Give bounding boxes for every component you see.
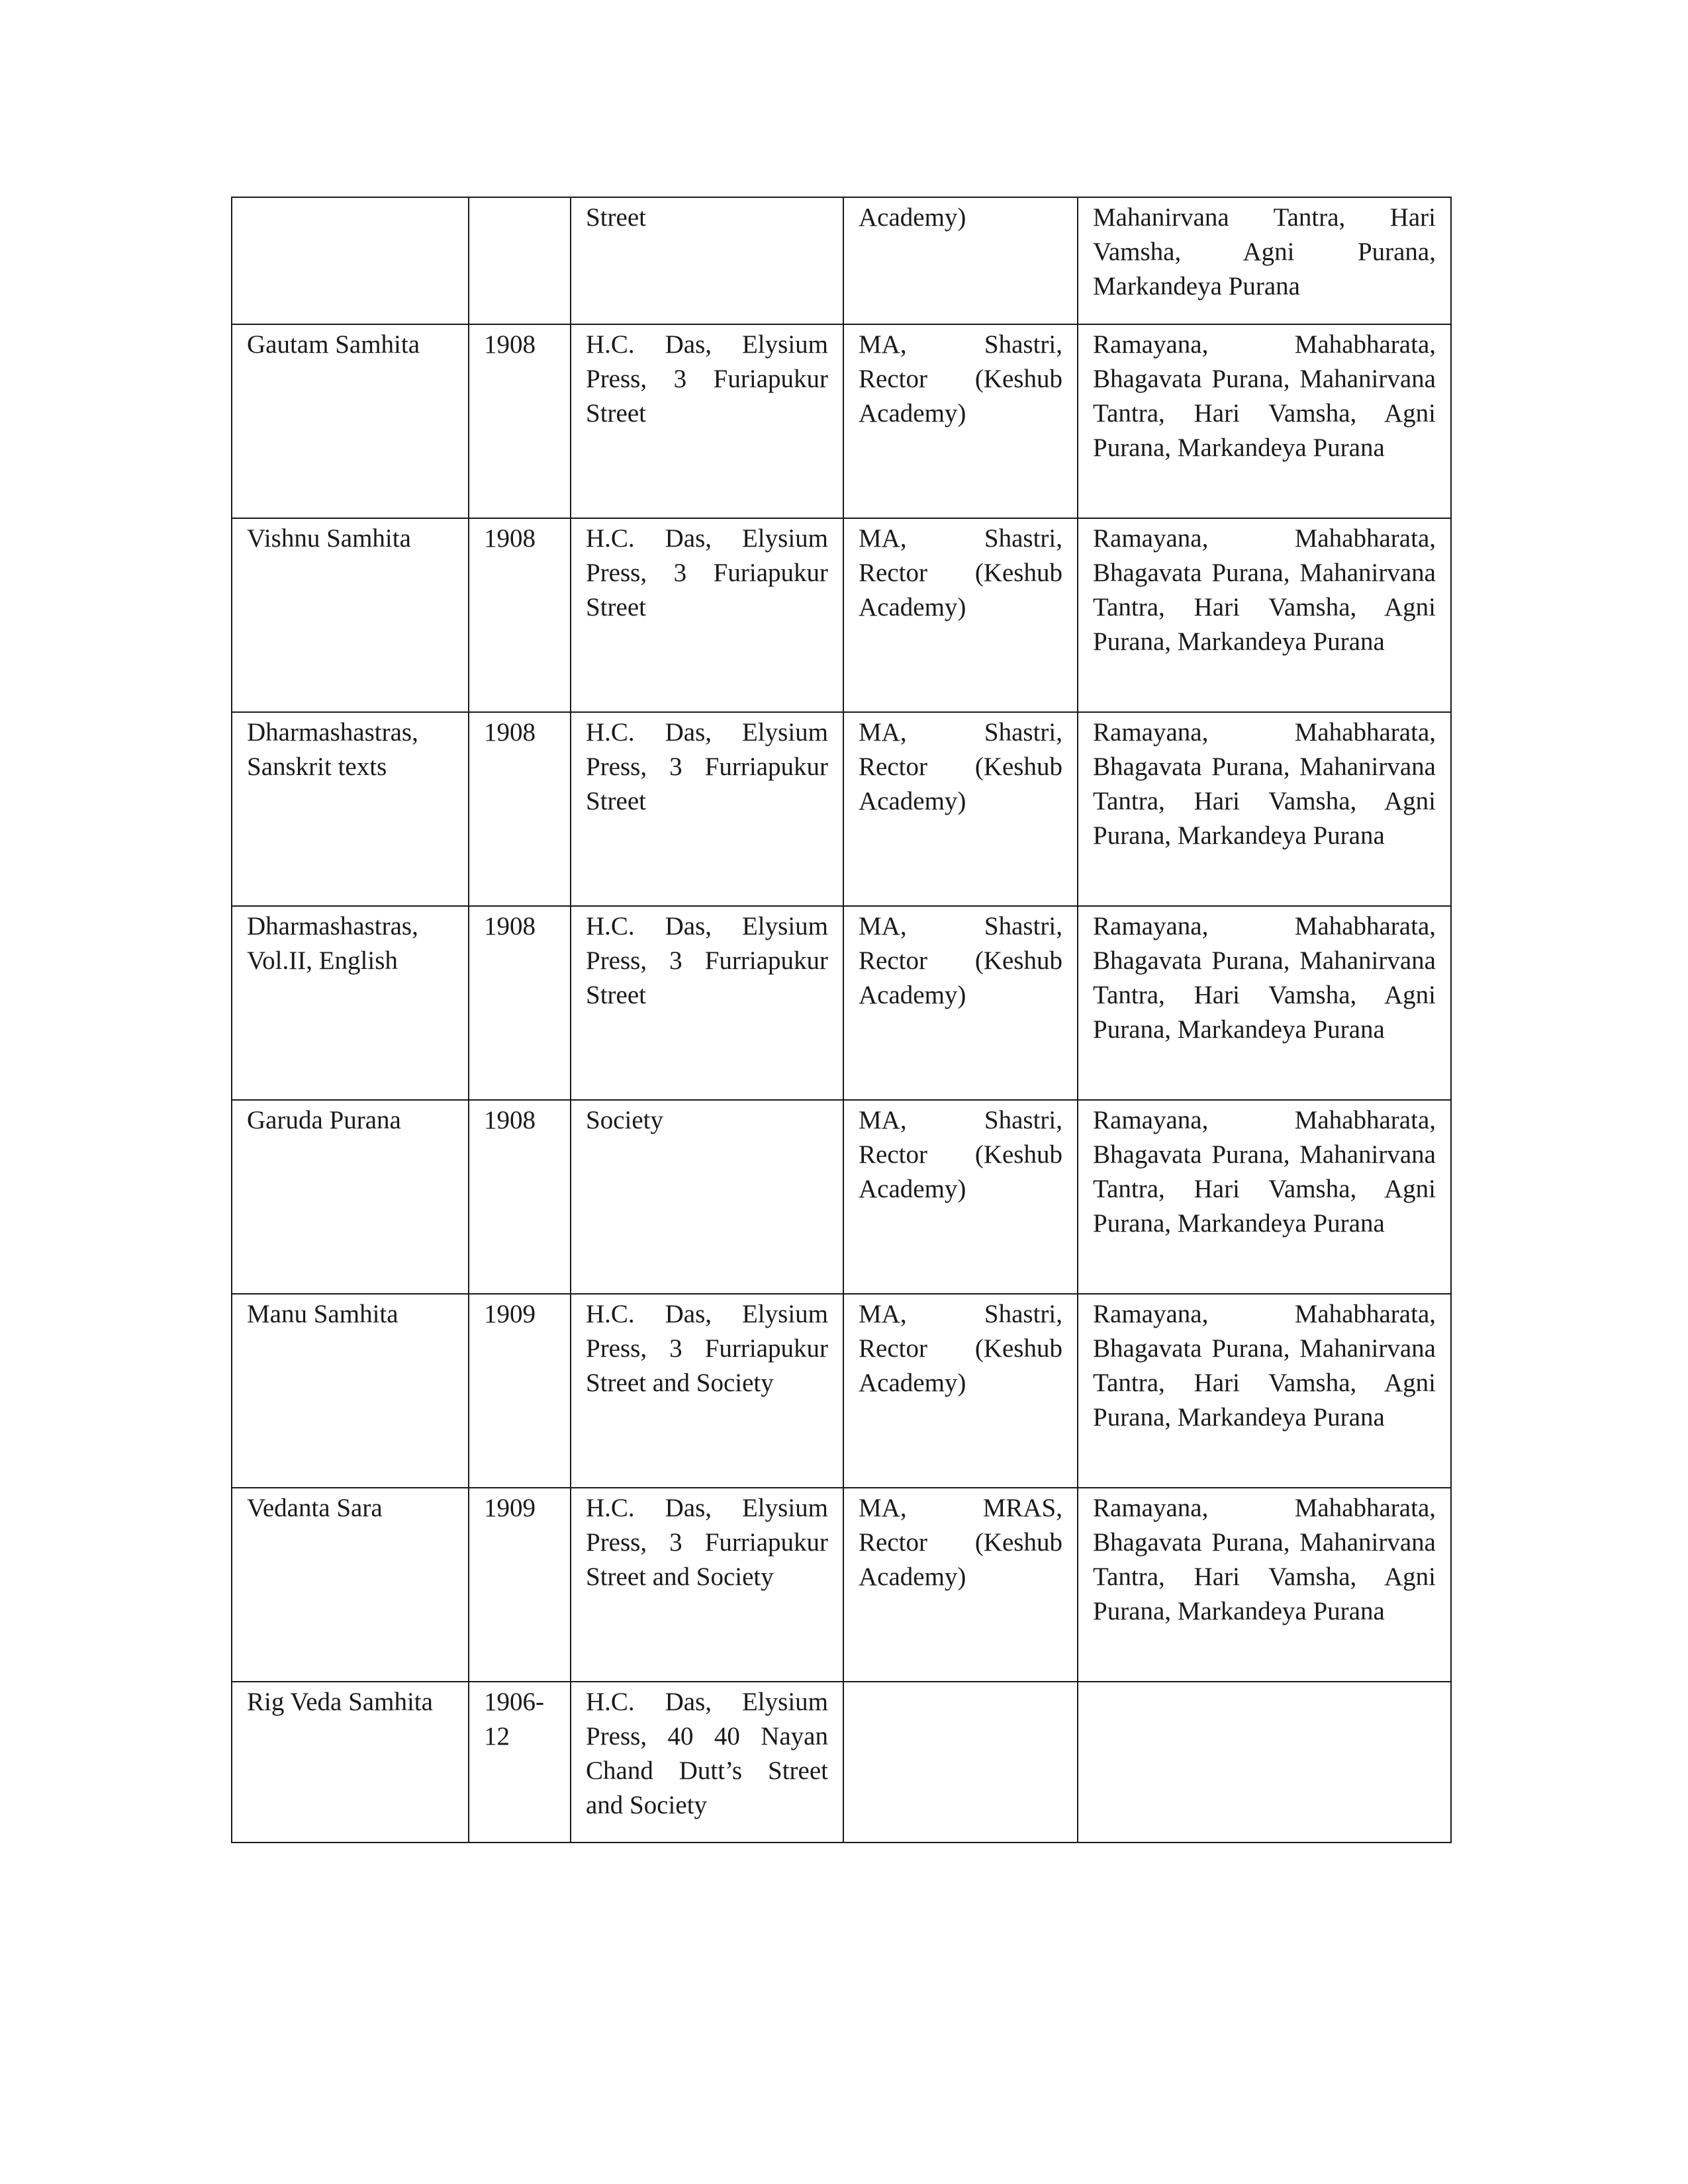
title-cell: Vedanta Sara — [232, 1488, 469, 1682]
translator-cell: MA, Shastri, Rector (Keshub Academy) — [843, 1100, 1078, 1294]
year-cell — [469, 197, 571, 324]
table-row — [232, 712, 1451, 906]
other-works-cell: Ramayana, Mahabharata, Bhagavata Purana, Mahanirvana Tantra, Hari Vamsha, Agni Purana, Markandeya Purana — [1078, 906, 1451, 1100]
translator-cell: MA, Shastri, Rector (Keshub Academy) — [843, 906, 1078, 1100]
table-row — [232, 1100, 1451, 1294]
other-works-cell — [1078, 1682, 1451, 1843]
title-cell: Dharmashastras, Sanskrit texts — [232, 712, 469, 906]
title-cell: Manu Samhita — [232, 1294, 469, 1488]
publisher-cell: H.C. Das, Elysium Press, 3 Furriapukur Street and Society — [571, 1488, 843, 1682]
publisher-cell: Society — [571, 1100, 843, 1294]
year-cell: 1908 — [469, 1100, 571, 1294]
table-row — [232, 1682, 1451, 1843]
year-cell: 1906-12 — [469, 1682, 571, 1843]
title-cell: Vishnu Samhita — [232, 518, 469, 712]
translator-cell: MA, Shastri, Rector (Keshub Academy) — [843, 324, 1078, 518]
other-works-cell: Ramayana, Mahabharata, Bhagavata Purana, Mahanirvana Tantra, Hari Vamsha, Agni Purana, Markandeya Purana — [1078, 712, 1451, 906]
publisher-cell: H.C. Das, Elysium Press, 3 Furiapukur Street — [571, 324, 843, 518]
translator-cell: MA, Shastri, Rector (Keshub Academy) — [843, 518, 1078, 712]
publisher-cell: H.C. Das, Elysium Press, 3 Furiapukur Street — [571, 518, 843, 712]
other-works-cell: Ramayana, Mahabharata, Bhagavata Purana, Mahanirvana Tantra, Hari Vamsha, Agni Purana, Markandeya Purana — [1078, 1100, 1451, 1294]
title-cell: Dharmashastras, Vol.II, English — [232, 906, 469, 1100]
year-cell: 1909 — [469, 1488, 571, 1682]
other-works-cell: Mahanirvana Tantra, Hari Vamsha, Agni Purana, Markandeya Purana — [1078, 197, 1451, 324]
translator-cell: Academy) — [843, 197, 1078, 324]
other-works-cell: Ramayana, Mahabharata, Bhagavata Purana, Mahanirvana Tantra, Hari Vamsha, Agni Purana, Markandeya Purana — [1078, 518, 1451, 712]
table-row — [232, 1488, 1451, 1682]
publisher-cell: H.C. Das, Elysium Press, 3 Furriapukur Street — [571, 906, 843, 1100]
table-row — [232, 906, 1451, 1100]
translator-cell: MA, Shastri, Rector (Keshub Academy) — [843, 712, 1078, 906]
year-cell: 1908 — [469, 518, 571, 712]
year-cell: 1908 — [469, 906, 571, 1100]
year-cell: 1908 — [469, 324, 571, 518]
publisher-cell: Street — [571, 197, 843, 324]
table-row — [232, 324, 1451, 518]
title-cell: Garuda Purana — [232, 1100, 469, 1294]
publications-table — [231, 197, 1452, 1843]
publisher-cell: H.C. Das, Elysium Press, 40 40 Nayan Chand Dutt’s Street and Society — [571, 1682, 843, 1843]
other-works-cell: Ramayana, Mahabharata, Bhagavata Purana, Mahanirvana Tantra, Hari Vamsha, Agni Purana, Markandeya Purana — [1078, 324, 1451, 518]
translator-cell: MA, MRAS, Rector (Keshub Academy) — [843, 1488, 1078, 1682]
title-cell — [232, 197, 469, 324]
table-row — [232, 518, 1451, 712]
table-row — [232, 197, 1451, 324]
translator-cell: MA, Shastri, Rector (Keshub Academy) — [843, 1294, 1078, 1488]
translator-cell — [843, 1682, 1078, 1843]
table-row — [232, 1294, 1451, 1488]
title-cell: Rig Veda Samhita — [232, 1682, 469, 1843]
publisher-cell: H.C. Das, Elysium Press, 3 Furriapukur Street and Society — [571, 1294, 843, 1488]
other-works-cell: Ramayana, Mahabharata, Bhagavata Purana, Mahanirvana Tantra, Hari Vamsha, Agni Purana, Markandeya Purana — [1078, 1488, 1451, 1682]
title-cell: Gautam Samhita — [232, 324, 469, 518]
other-works-cell: Ramayana, Mahabharata, Bhagavata Purana, Mahanirvana Tantra, Hari Vamsha, Agni Purana, Markandeya Purana — [1078, 1294, 1451, 1488]
year-cell: 1909 — [469, 1294, 571, 1488]
publisher-cell: H.C. Das, Elysium Press, 3 Furriapukur Street — [571, 712, 843, 906]
year-cell: 1908 — [469, 712, 571, 906]
